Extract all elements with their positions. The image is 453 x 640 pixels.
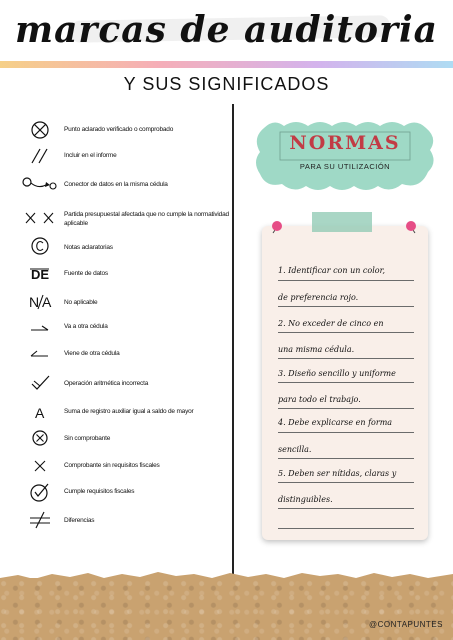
list-item — [20, 400, 230, 424]
mark-label: Suma de registro auxiliar igual a saldo de mayor — [64, 408, 194, 415]
kraft-paper-footer — [0, 578, 453, 640]
arrow-left-icon — [20, 342, 60, 366]
mark-label: Comprobante sin requisitos fiscales — [64, 462, 160, 469]
pin-icon — [270, 220, 284, 234]
mark-label: Va a otra cédula — [64, 323, 108, 330]
pin-icon — [404, 220, 418, 234]
list-item — [20, 316, 230, 340]
ruled-line — [278, 306, 414, 307]
mark-label: Sin comprobante — [64, 435, 111, 442]
double-x-icon — [20, 206, 60, 230]
ruled-line — [278, 458, 414, 459]
list-item — [20, 508, 230, 532]
circle-x-small-icon — [20, 426, 60, 450]
note-line: para todo el trabajo. — [278, 395, 361, 404]
note-line: de preferencia rojo. — [278, 293, 359, 302]
page-subtitle: Y SUS SIGNIFICADOS — [123, 74, 330, 94]
mark-label: Notas aclaratorias — [64, 244, 113, 251]
note-line: 3. Diseño sencillo y uniforme — [278, 369, 396, 378]
mark-label: Conector de datos en la misma cédula — [64, 181, 168, 188]
circle-arrow-icon — [20, 172, 60, 196]
na-icon — [20, 290, 60, 314]
page-title: marcas de auditoria — [15, 9, 438, 51]
credit-text: @CONTAPUNTES — [369, 620, 443, 629]
ruled-line — [278, 432, 414, 433]
tape-strip — [312, 212, 372, 232]
rules-note-card — [262, 226, 428, 540]
check-x-icon — [20, 370, 60, 394]
list-item — [20, 144, 230, 168]
note-line: 4. Debe explicarse en forma — [278, 418, 393, 427]
circle-x-icon — [20, 118, 60, 142]
svg-text:A: A — [42, 294, 52, 310]
list-item — [20, 370, 230, 394]
de-icon — [20, 262, 60, 286]
ruled-line — [278, 508, 414, 509]
list-item — [20, 206, 230, 230]
arrow-right-icon — [20, 316, 60, 340]
normas-subtitle: PARA SU UTILIZACIÓN — [299, 162, 391, 171]
ruled-line — [278, 332, 414, 333]
list-item — [20, 262, 230, 286]
title-underline — [0, 61, 453, 68]
mark-label: Diferencias — [64, 517, 95, 524]
note-line: 1. Identificar con un color, — [278, 266, 386, 275]
list-item — [20, 234, 230, 258]
normas-badge — [252, 118, 438, 194]
not-equal-icon — [20, 508, 60, 532]
mark-label: Partida presupuestal afectada que no cumple la normatividad aplicable — [64, 211, 229, 227]
ruled-line — [278, 482, 414, 483]
note-line: 5. Deben ser nítidas, claras y — [278, 469, 397, 478]
letter-a-icon — [20, 400, 60, 424]
list-item — [20, 118, 230, 142]
note-line: sencilla. — [278, 445, 312, 454]
list-item — [20, 426, 230, 450]
double-slash-icon — [20, 144, 60, 168]
circle-check-icon — [20, 480, 60, 504]
note-line: una misma cédula. — [278, 345, 355, 354]
note-line: distinguibles. — [278, 495, 333, 504]
ruled-line — [278, 408, 414, 409]
note-line: 2. No exceder de cinco en — [278, 319, 384, 328]
list-item — [20, 454, 230, 478]
ruled-line — [278, 358, 414, 359]
svg-text:N: N — [29, 294, 40, 310]
mark-label: Viene de otra cédula — [64, 350, 120, 357]
list-item — [20, 290, 230, 314]
column-divider — [232, 104, 234, 574]
list-item — [20, 480, 230, 504]
circle-c-icon — [20, 234, 60, 258]
svg-text:A: A — [35, 405, 45, 421]
ruled-line — [278, 382, 414, 383]
x-icon — [20, 454, 60, 478]
mark-label: Operación aritmética incorrecta — [64, 380, 149, 387]
svg-text:DE: DE — [31, 267, 50, 282]
scalloped-badge-shape — [252, 118, 438, 194]
ruled-line — [278, 528, 414, 529]
mark-label: Cumple requisitos fiscales — [64, 488, 135, 495]
mark-label: Fuente de datos — [64, 270, 108, 277]
normas-title: NORMAS — [289, 132, 401, 154]
mark-label: Punto aclarado verificado o comprobado — [64, 126, 174, 133]
ruled-line — [278, 280, 414, 281]
mark-label: Incluir en el informe — [64, 152, 117, 159]
mark-label: No aplicable — [64, 299, 98, 306]
list-item — [20, 172, 230, 196]
list-item — [20, 342, 230, 366]
